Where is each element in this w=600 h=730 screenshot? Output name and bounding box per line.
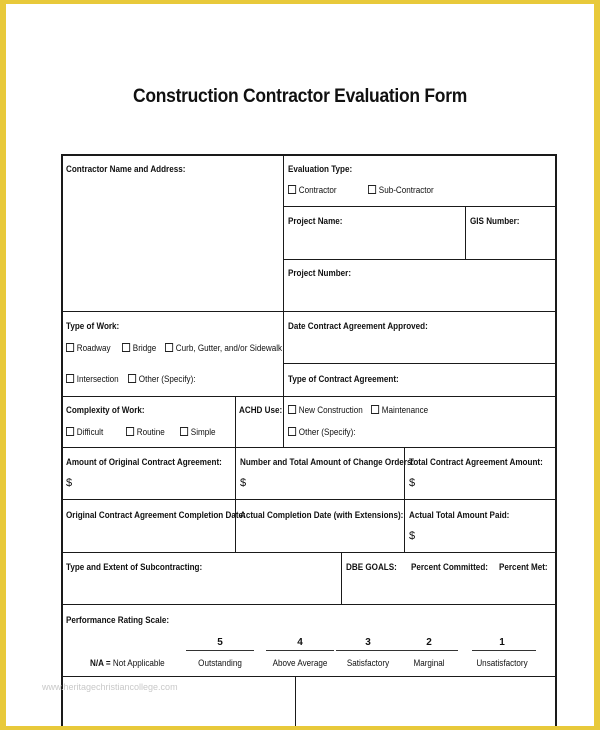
divider (283, 259, 557, 260)
maintenance-checkbox[interactable]: Maintenance (371, 405, 428, 415)
difficult-checkbox[interactable]: Difficult (66, 427, 103, 437)
currency-symbol: $ (66, 477, 73, 489)
divider (61, 447, 557, 448)
date-approved-label: Date Contract Agreement Approved: (288, 321, 428, 331)
divider (235, 396, 236, 447)
currency-symbol: $ (409, 477, 416, 489)
divider (61, 499, 557, 500)
divider (61, 311, 557, 312)
rating-scale-label: Performance Rating Scale: (66, 615, 170, 625)
routine-checkbox[interactable]: Routine (126, 427, 165, 437)
divider (341, 552, 342, 604)
divider (61, 604, 557, 605)
divider (283, 363, 557, 364)
rating-label: Unsatisfactory (476, 658, 528, 668)
achd-use-label: ACHD Use: (239, 405, 283, 415)
type-of-work-label: Type of Work: (66, 321, 120, 331)
roadway-checkbox[interactable]: Roadway (66, 343, 111, 353)
divider (295, 676, 296, 726)
simple-checkbox[interactable]: Simple (180, 427, 216, 437)
complexity-label: Complexity of Work: (66, 405, 145, 415)
rating-number: 2 (426, 637, 432, 648)
project-name-label: Project Name: (288, 216, 343, 226)
subcontractor-checkbox[interactable]: Sub-Contractor (368, 185, 434, 195)
divider (61, 552, 557, 553)
curb-gutter-checkbox[interactable]: Curb, Gutter, and/or Sidewalk (165, 343, 282, 353)
form-sheet (6, 4, 594, 726)
rating-number: 4 (297, 637, 303, 648)
project-number-label: Project Number: (288, 268, 352, 278)
rating-label: Satisfactory (346, 658, 390, 668)
actual-total-paid-label: Actual Total Amount Paid: (409, 510, 510, 520)
evaluation-type-label: Evaluation Type: (288, 164, 353, 174)
rating-rule (266, 650, 334, 651)
gis-number-label: GIS Number: (470, 216, 520, 226)
original-completion-label: Original Contract Agreement Completion Date: (66, 510, 246, 520)
bridge-checkbox[interactable]: Bridge (122, 343, 156, 353)
divider (283, 396, 284, 447)
rating-rule (472, 650, 536, 651)
total-agreement-label: Total Contract Agreement Amount: (409, 457, 543, 467)
divider (235, 447, 236, 552)
rating-number: 1 (499, 637, 505, 648)
subcontracting-label: Type and Extent of Subcontracting: (66, 562, 203, 572)
new-construction-checkbox[interactable]: New Construction (288, 405, 363, 415)
original-amount-label: Amount of Original Contract Agreement: (66, 457, 222, 467)
rating-number: 3 (365, 637, 371, 648)
divider (283, 206, 557, 207)
na-label: N/A = Not Applicable (90, 658, 165, 668)
actual-completion-label: Actual Completion Date (with Extensions): (240, 510, 404, 520)
intersection-checkbox[interactable]: Intersection (66, 374, 119, 384)
rating-label: Above Average (272, 658, 328, 668)
currency-symbol: $ (409, 530, 416, 542)
rating-number: 5 (217, 637, 223, 648)
divider (465, 206, 466, 259)
divider (283, 154, 284, 396)
divider (61, 396, 557, 397)
dbe-goals-label: DBE GOALS: (346, 562, 397, 572)
rating-rule (186, 650, 254, 651)
contractor-name-label: Contractor Name and Address: (66, 164, 186, 174)
other-work-checkbox[interactable]: Other (Specify): (128, 374, 196, 384)
change-orders-label: Number and Total Amount of Change Orders: (240, 457, 415, 467)
rating-label: Outstanding (198, 658, 242, 668)
watermark: www.heritagechristiancollege.com (42, 682, 178, 692)
rating-rule (400, 650, 458, 651)
currency-symbol: $ (240, 477, 247, 489)
percent-met-label: Percent Met: (499, 562, 548, 572)
type-of-agreement-label: Type of Contract Agreement: (288, 374, 399, 384)
rating-rule (336, 650, 400, 651)
rating-label: Marginal (413, 658, 445, 668)
other-agreement-checkbox[interactable]: Other (Specify): (288, 427, 356, 437)
contractor-checkbox[interactable]: Contractor (288, 185, 337, 195)
percent-committed-label: Percent Committed: (411, 562, 488, 572)
form-title: Construction Contractor Evaluation Form (132, 86, 467, 107)
divider (61, 676, 557, 677)
